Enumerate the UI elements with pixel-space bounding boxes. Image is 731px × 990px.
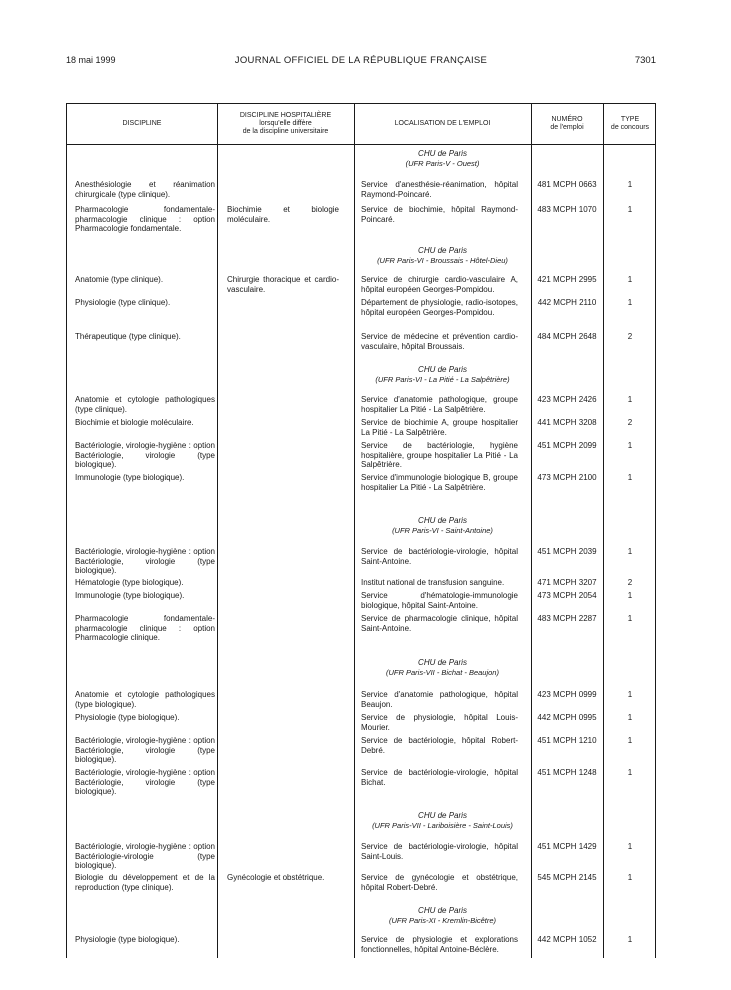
location-cell: Service de bactériologie, hôpital Robert-Debré.	[361, 736, 518, 755]
discipline-cell: Bactériologie, virologie-hygiène : option Bactériologie, virologie (type biologique).	[75, 441, 215, 470]
job-number-cell: 451 MCPH 1210	[537, 736, 597, 745]
discipline-cell: Immunologie (type biologique).	[75, 473, 185, 482]
hospital-discipline-cell: Biochimie et biologie moléculaire.	[227, 205, 339, 224]
discipline-cell: Thérapeutique (type clinique).	[75, 332, 181, 341]
discipline-cell: Pharmacologie fondamentale-pharmacologie clinique : option Pharmacologie fondamentale.	[75, 205, 215, 234]
column-header-label: DISCIPLINE	[122, 120, 162, 127]
chu-name: CHU de Paris	[418, 906, 467, 915]
ufr-name: (UFR Paris-VI - Broussais - Hôtel-Dieu)	[377, 255, 508, 265]
discipline-cell: Physiologie (type biologique).	[75, 935, 180, 944]
column-header-label: de l'emploi	[550, 124, 584, 131]
column-header-numero	[531, 104, 603, 144]
competition-type-cell: 1	[627, 395, 633, 404]
ufr-name: (UFR Paris-XI - Kremlin-Bicêtre)	[388, 915, 497, 925]
discipline-cell: Bactériologie, virologie-hygiène : option Bactériologie-virologie (type biologique).	[75, 842, 215, 871]
discipline-cell: Anatomie (type clinique).	[75, 275, 164, 284]
discipline-cell: Bactériologie, virologie-hygiène : option Bactériologie, virologie (type biologique).	[75, 736, 215, 765]
chu-name: CHU de Paris	[418, 246, 467, 255]
location-cell: Service de physiologie, hôpital Louis-Mourier.	[361, 713, 518, 732]
location-cell: Service d'anatomie pathologique, hôpital Beaujon.	[361, 690, 518, 709]
location-cell: Service de bactériologie, hygiène hospitalière, groupe hospitalier La Pitié - La Salpêtrière.	[361, 441, 518, 470]
location-cell: Service d'immunologie biologique B, groupe hospitalier La Pitié - La Salpêtrière.	[361, 473, 518, 492]
location-cell: Service de bactériologie-virologie, hôpital Bichat.	[361, 768, 518, 787]
competition-type-cell: 1	[627, 873, 633, 882]
job-number-cell: 451 MCPH 2099	[537, 441, 597, 450]
location-cell: Service de physiologie et explorations fonctionnelles, hôpital Antoine-Béclère.	[361, 935, 518, 954]
job-number-cell: 545 MCPH 2145	[537, 873, 597, 882]
location-cell: Service d'hématologie-immunologie biologique, hôpital Saint-Antoine.	[361, 591, 518, 610]
job-number-cell: 421 MCPH 2995	[537, 275, 597, 284]
column-divider	[603, 104, 604, 958]
location-cell: Service de chirurgie cardio-vasculaire A, hôpital européen Georges-Pompidou.	[361, 275, 518, 294]
chu-name: CHU de Paris	[418, 365, 467, 374]
issue-date: 18 mai 1999	[66, 55, 116, 65]
competition-type-cell: 1	[627, 547, 633, 556]
location-cell: Service d'anatomie pathologique, groupe hospitalier La Pitié - La Salpêtrière.	[361, 395, 518, 414]
discipline-cell: Biologie du développement et de la reproduction (type clinique).	[75, 873, 215, 892]
competition-type-cell: 2	[627, 332, 633, 341]
job-number-cell: 473 MCPH 2100	[537, 473, 597, 482]
discipline-cell: Immunologie (type biologique).	[75, 591, 185, 600]
competition-type-cell: 1	[627, 690, 633, 699]
location-cell: Service d'anesthésie-réanimation, hôpital Raymond-Poincaré.	[361, 180, 518, 199]
location-cell: Institut national de transfusion sanguine.	[361, 578, 505, 587]
location-cell: Service de bactériologie-virologie, hôpital Saint-Louis.	[361, 842, 518, 861]
job-number-cell: 481 MCPH 0663	[537, 180, 597, 189]
chu-name: CHU de Paris	[418, 516, 467, 525]
chu-section-heading	[354, 246, 531, 265]
positions-table	[66, 103, 656, 958]
job-number-cell: 483 MCPH 2287	[537, 614, 597, 623]
chu-section-heading	[354, 365, 531, 384]
competition-type-cell: 1	[627, 205, 633, 214]
column-header-label: NUMÉRO	[551, 116, 583, 123]
chu-section-heading	[354, 516, 531, 535]
chu-name: CHU de Paris	[418, 811, 467, 820]
job-number-cell: 423 MCPH 0999	[537, 690, 597, 699]
competition-type-cell: 1	[627, 298, 633, 307]
competition-type-cell: 1	[627, 441, 633, 450]
discipline-cell: Anatomie et cytologie pathologiques (type biologique).	[75, 690, 215, 709]
hospital-discipline-cell: Chirurgie thoracique et cardio-vasculaire.	[227, 275, 339, 294]
column-header-label: DISCIPLINE HOSPITALIÈRE	[239, 112, 332, 119]
chu-section-heading	[354, 658, 531, 677]
column-header-label: TYPE	[620, 116, 640, 123]
ufr-name: (UFR Paris-VII - Lariboisière - Saint-Louis)	[372, 820, 513, 830]
job-number-cell: 423 MCPH 2426	[537, 395, 597, 404]
column-header-label: lorsqu'elle diffère	[259, 120, 312, 127]
discipline-cell: Physiologie (type biologique).	[75, 713, 180, 722]
discipline-cell: Bactériologie, virologie-hygiène : option Bactériologie, virologie (type biologique).	[75, 768, 215, 797]
competition-type-cell: 1	[627, 614, 633, 623]
job-number-cell: 442 MCPH 0995	[537, 713, 597, 722]
column-header-label: LOCALISATION DE L'EMPLOI	[394, 120, 491, 127]
column-header-hospitaliere	[217, 104, 354, 144]
discipline-cell: Hématologie (type biologique).	[75, 578, 184, 587]
column-header-label: de la discipline universitaire	[242, 128, 329, 135]
chu-section-heading	[354, 149, 531, 168]
page-header	[66, 56, 656, 68]
page-number: 7301	[634, 55, 656, 66]
job-number-cell: 441 MCPH 3208	[537, 418, 597, 427]
competition-type-cell: 1	[627, 180, 633, 189]
column-divider	[217, 104, 218, 958]
location-cell: Service de pharmacologie clinique, hôpital Saint-Antoine.	[361, 614, 518, 633]
discipline-cell: Biochimie et biologie moléculaire.	[75, 418, 194, 427]
chu-name: CHU de Paris	[418, 658, 467, 667]
discipline-cell: Bactériologie, virologie-hygiène : option Bactériologie, virologie (type biologique).	[75, 547, 215, 576]
competition-type-cell: 1	[627, 473, 633, 482]
competition-type-cell: 1	[627, 935, 633, 944]
discipline-cell: Pharmacologie fondamentale-pharmacologie clinique : option Pharmacologie clinique.	[75, 614, 215, 643]
discipline-cell: Anatomie et cytologie pathologiques (type clinique).	[75, 395, 215, 414]
column-header-localisation	[354, 104, 531, 144]
ufr-name: (UFR Paris-V - Ouest)	[405, 158, 480, 168]
discipline-cell: Physiologie (type clinique).	[75, 298, 171, 307]
ufr-name: (UFR Paris-VI - Saint-Antoine)	[392, 525, 493, 535]
journal-title: JOURNAL OFFICIEL DE LA RÉPUBLIQUE FRANÇAISE	[234, 55, 488, 66]
ufr-name: (UFR Paris-VII - Bichat - Beaujon)	[386, 667, 499, 677]
job-number-cell: 451 MCPH 1248	[537, 768, 597, 777]
competition-type-cell: 1	[627, 768, 633, 777]
job-number-cell: 442 MCPH 2110	[537, 298, 597, 307]
column-header-type	[603, 104, 657, 144]
chu-name: CHU de Paris	[418, 149, 467, 158]
job-number-cell: 442 MCPH 1052	[537, 935, 597, 944]
chu-section-heading	[354, 811, 531, 830]
column-header-label: de concours	[610, 124, 650, 131]
competition-type-cell: 2	[627, 578, 633, 587]
competition-type-cell: 2	[627, 418, 633, 427]
location-cell: Service de bactériologie-virologie, hôpital Saint-Antoine.	[361, 547, 518, 566]
job-number-cell: 471 MCPH 3207	[537, 578, 597, 587]
location-cell: Département de physiologie, radio-isotopes, hôpital européen Georges-Pompidou.	[361, 298, 518, 317]
chu-section-heading	[354, 906, 531, 925]
discipline-cell: Anesthésiologie et réanimation chirurgicale (type clinique).	[75, 180, 215, 199]
job-number-cell: 451 MCPH 2039	[537, 547, 597, 556]
competition-type-cell: 1	[627, 842, 633, 851]
competition-type-cell: 1	[627, 275, 633, 284]
column-header-discipline	[67, 104, 217, 144]
job-number-cell: 473 MCPH 2054	[537, 591, 597, 600]
location-cell: Service de biochimie A, groupe hospitalier La Pitié - La Salpêtrière.	[361, 418, 518, 437]
job-number-cell: 483 MCPH 1070	[537, 205, 597, 214]
hospital-discipline-cell: Gynécologie et obstétrique.	[227, 873, 325, 882]
job-number-cell: 451 MCPH 1429	[537, 842, 597, 851]
job-number-cell: 484 MCPH 2648	[537, 332, 597, 341]
competition-type-cell: 1	[627, 736, 633, 745]
ufr-name: (UFR Paris-VI - La Pitié - La Salpêtrière)	[375, 374, 510, 384]
competition-type-cell: 1	[627, 591, 633, 600]
location-cell: Service de médecine et prévention cardio-vasculaire, hôpital Broussais.	[361, 332, 518, 351]
header-separator	[67, 144, 655, 145]
location-cell: Service de gynécologie et obstétrique, hôpital Robert-Debré.	[361, 873, 518, 892]
column-divider	[531, 104, 532, 958]
competition-type-cell: 1	[627, 713, 633, 722]
location-cell: Service de biochimie, hôpital Raymond-Poincaré.	[361, 205, 518, 224]
